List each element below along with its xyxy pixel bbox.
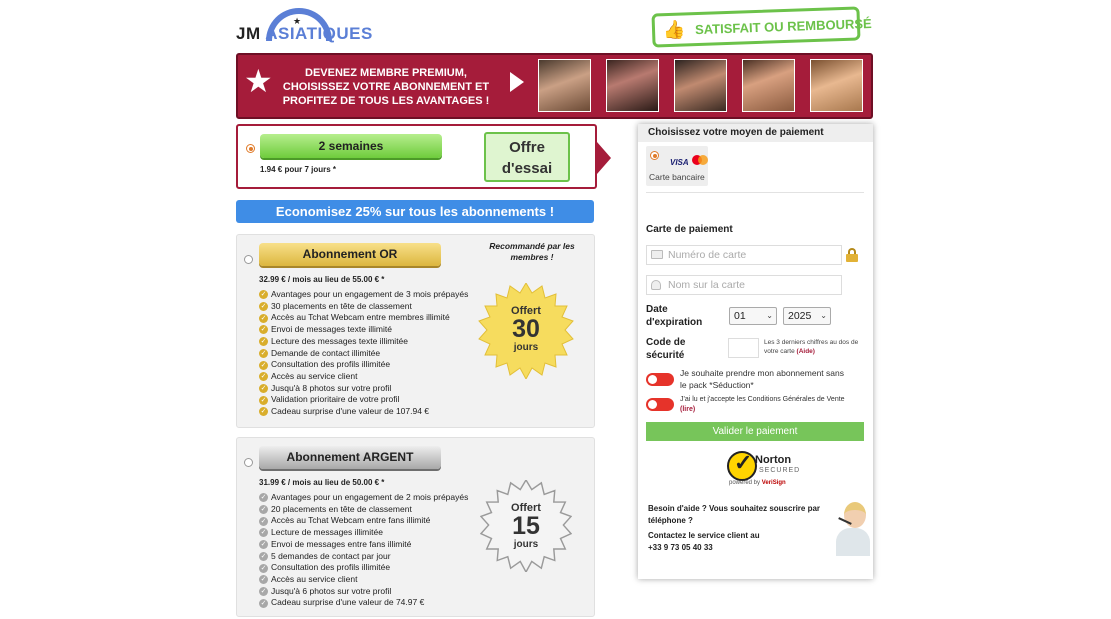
member-photo	[810, 59, 863, 112]
logo-part1: JM	[236, 24, 261, 43]
thumbs-up-icon: 👍	[662, 19, 686, 41]
cvv-label: Code de sécurité	[646, 337, 686, 361]
check-icon: ✓	[260, 576, 267, 584]
plan-or-radio[interactable]	[244, 251, 253, 269]
credit-card-icon	[651, 250, 663, 259]
plan-or-button[interactable]: Abonnement OR	[259, 243, 441, 266]
plan-card-or[interactable]	[236, 234, 595, 428]
trial-plan-card[interactable]	[236, 124, 597, 189]
member-photo	[538, 59, 591, 112]
payment-method-label: Carte bancaire	[649, 172, 705, 182]
payment-method-radio[interactable]	[650, 151, 659, 160]
card-number-placeholder: Numéro de carte	[668, 249, 747, 261]
card-section-title: Carte de paiement	[646, 224, 733, 235]
trial-radio[interactable]	[246, 140, 255, 158]
expiry-month-select[interactable]	[729, 307, 777, 325]
feature-item: ✓ Accès au Tchat Webcam entre fans illimité	[260, 515, 431, 526]
mastercard-icon	[692, 155, 708, 165]
feature-item: ✓ Avantages pour un engagement de 3 mois prépayés	[260, 289, 469, 299]
norton-secured-badge	[727, 451, 803, 487]
check-icon: ✓	[260, 338, 267, 346]
check-icon: ✓	[260, 506, 267, 514]
feature-item: ✓ 30 placements en tête de classement	[260, 300, 412, 311]
trial-offer-button[interactable]	[484, 132, 570, 182]
feature-item: ✓ Lecture de messages illimitée	[260, 527, 383, 538]
check-icon: ✓	[260, 494, 267, 502]
check-icon: ✓	[260, 599, 267, 607]
norton-check-icon	[727, 451, 757, 481]
lock-icon	[846, 248, 858, 262]
economy-banner: Economisez 25% sur tous les abonnements !	[236, 200, 594, 223]
feature-item: ✓ Consultation des profils illimitée	[260, 562, 391, 573]
payment-panel	[638, 124, 873, 579]
check-icon: ✓	[260, 384, 267, 392]
check-icon: ✓	[260, 529, 267, 537]
help-contact: Contactez le service client au +33 9 73 05 40 33	[648, 530, 833, 554]
offer-line1: Offre	[509, 139, 545, 156]
feature-item: ✓ Envoi de messages texte illimité	[260, 324, 392, 335]
feature-item: ✓ 5 demandes de contact par jour	[260, 550, 391, 561]
norton-verisign: VeriSign	[761, 480, 786, 486]
expiry-year-value: 2025	[788, 310, 812, 322]
feature-item: ✓ Jusqu'à 6 photos sur votre profil	[260, 585, 392, 596]
cvv-input[interactable]	[728, 338, 759, 358]
expiry-label: Date d'expiration	[646, 304, 703, 328]
check-icon: ✓	[260, 564, 267, 572]
feature-item: ✓ Lecture des messages texte illimitée	[260, 335, 409, 346]
feature-item: ✓ Accès au service client	[260, 370, 358, 381]
chevron-down-icon: ⌄	[766, 311, 773, 320]
logo-part2: ASIATIQUES	[265, 24, 373, 43]
offer-30-days-badge: Offert 30 jours	[478, 283, 574, 379]
check-icon: ✓	[260, 291, 267, 299]
help-phone[interactable]: +33 9 73 05 40 33	[648, 543, 713, 552]
divider	[646, 192, 864, 193]
plan-or-price: 32.99 € / mois au lieu de 55.00 € *	[259, 275, 385, 284]
check-icon: ✓	[260, 361, 267, 369]
payment-method-card[interactable]	[646, 146, 708, 186]
star-icon: ★	[244, 63, 273, 99]
feature-item: ✓ Accès au service client	[260, 573, 358, 584]
card-number-input[interactable]	[646, 245, 842, 265]
feature-item: ✓ Cadeau surprise d'une valeur de 74.97 €	[260, 597, 425, 608]
check-icon: ✓	[260, 517, 267, 525]
plan-argent-radio[interactable]	[244, 454, 253, 472]
feature-item: ✓ Demande de contact illimitée	[260, 347, 381, 358]
cvv-help-link[interactable]: (Aide)	[796, 348, 815, 355]
norton-name: Norton	[755, 454, 792, 466]
no-seduction-pack-toggle[interactable]	[646, 373, 674, 386]
guarantee-text: SATISFAIT OU REMBOURSÉ	[694, 15, 872, 37]
check-icon: ✓	[260, 303, 267, 311]
logo-star-icon: ★	[293, 16, 302, 26]
site-logo[interactable]	[236, 8, 373, 44]
feature-item: ✓ Envoi de messages entre fans illimité	[260, 538, 412, 549]
plan-or-features	[259, 289, 468, 418]
check-icon: ✓	[260, 314, 267, 322]
member-photos	[538, 59, 863, 112]
check-icon: ✓	[260, 408, 267, 416]
terms-toggle[interactable]	[646, 398, 674, 411]
play-arrow-icon	[510, 72, 524, 92]
check-icon: ✓	[260, 396, 267, 404]
terms-link[interactable]: (lire)	[680, 406, 696, 413]
feature-item: ✓ Cadeau surprise d'une valeur de 107.94 €	[260, 406, 430, 417]
visa-icon: VISA	[670, 158, 689, 167]
premium-banner	[236, 53, 873, 119]
feature-item: ✓ Consultation des profils illimitée	[260, 359, 391, 370]
payment-title: Choisissez votre moyen de paiement	[638, 124, 873, 142]
check-icon: ✓	[260, 373, 267, 381]
expiry-month-value: 01	[734, 310, 746, 322]
member-photo	[674, 59, 727, 112]
feature-item: ✓ Validation prioritaire de votre profil	[260, 394, 400, 405]
check-icon: ✓	[260, 587, 267, 595]
feature-item: ✓ Accès au Tchat Webcam entre membres illimité	[260, 312, 450, 323]
check-icon: ✓	[260, 326, 267, 334]
no-seduction-pack-label: Je souhaite prendre mon abonnement sans le pack *Séduction*	[680, 368, 844, 390]
cvv-help: Les 3 derniers chiffres au dos de votre carte (Aide)	[764, 339, 859, 355]
user-icon	[651, 280, 661, 290]
plan-card-argent[interactable]	[236, 437, 595, 617]
recommended-label: Recommandé par les membres !	[489, 241, 575, 262]
norton-powered: powered by	[729, 480, 761, 486]
validate-payment-button[interactable]: Valider le paiement	[646, 422, 864, 441]
card-name-placeholder: Nom sur la carte	[668, 279, 746, 291]
plan-argent-button[interactable]: Abonnement ARGENT	[259, 446, 441, 469]
check-icon: ✓	[260, 541, 267, 549]
norton-secured: SECURED	[759, 467, 801, 474]
terms-label: J'ai lu et j'accepte les Conditions Générales de Vente (lire)	[680, 396, 845, 413]
offer-line2: d'essai	[501, 160, 553, 177]
feature-item: ✓ 20 placements en tête de classement	[260, 503, 412, 514]
support-agent-avatar	[834, 500, 872, 558]
plan-argent-features	[259, 492, 468, 609]
help-question: Besoin d'aide ? Vous souhaitez souscrire par téléphone ?	[648, 504, 821, 525]
pointer-arrow	[597, 142, 611, 174]
card-name-input[interactable]	[646, 275, 842, 295]
chevron-down-icon: ⌄	[820, 311, 827, 320]
guarantee-badge	[651, 6, 872, 47]
expiry-year-select[interactable]	[783, 307, 831, 325]
banner-text: DEVENEZ MEMBRE PREMIUM, CHOISISSEZ VOTRE ABONNEMENT ET PROFITEZ DE TOUS LES AVANTAGES !	[282, 67, 490, 107]
feature-item: ✓ Jusqu'à 8 photos sur votre profil	[260, 382, 392, 393]
trial-price: 1.94 € pour 7 jours *	[260, 165, 337, 174]
check-icon: ✓	[260, 552, 267, 560]
offer-15-days-badge: Offert 15 jours	[480, 480, 576, 576]
member-photo	[742, 59, 795, 112]
check-icon: ✓	[260, 349, 267, 357]
plan-argent-price: 31.99 € / mois au lieu de 50.00 € *	[259, 478, 385, 487]
feature-item: ✓ Avantages pour un engagement de 2 mois prépayés	[260, 492, 469, 502]
trial-plan-button[interactable]: 2 semaines	[260, 134, 442, 158]
member-photo	[606, 59, 659, 112]
